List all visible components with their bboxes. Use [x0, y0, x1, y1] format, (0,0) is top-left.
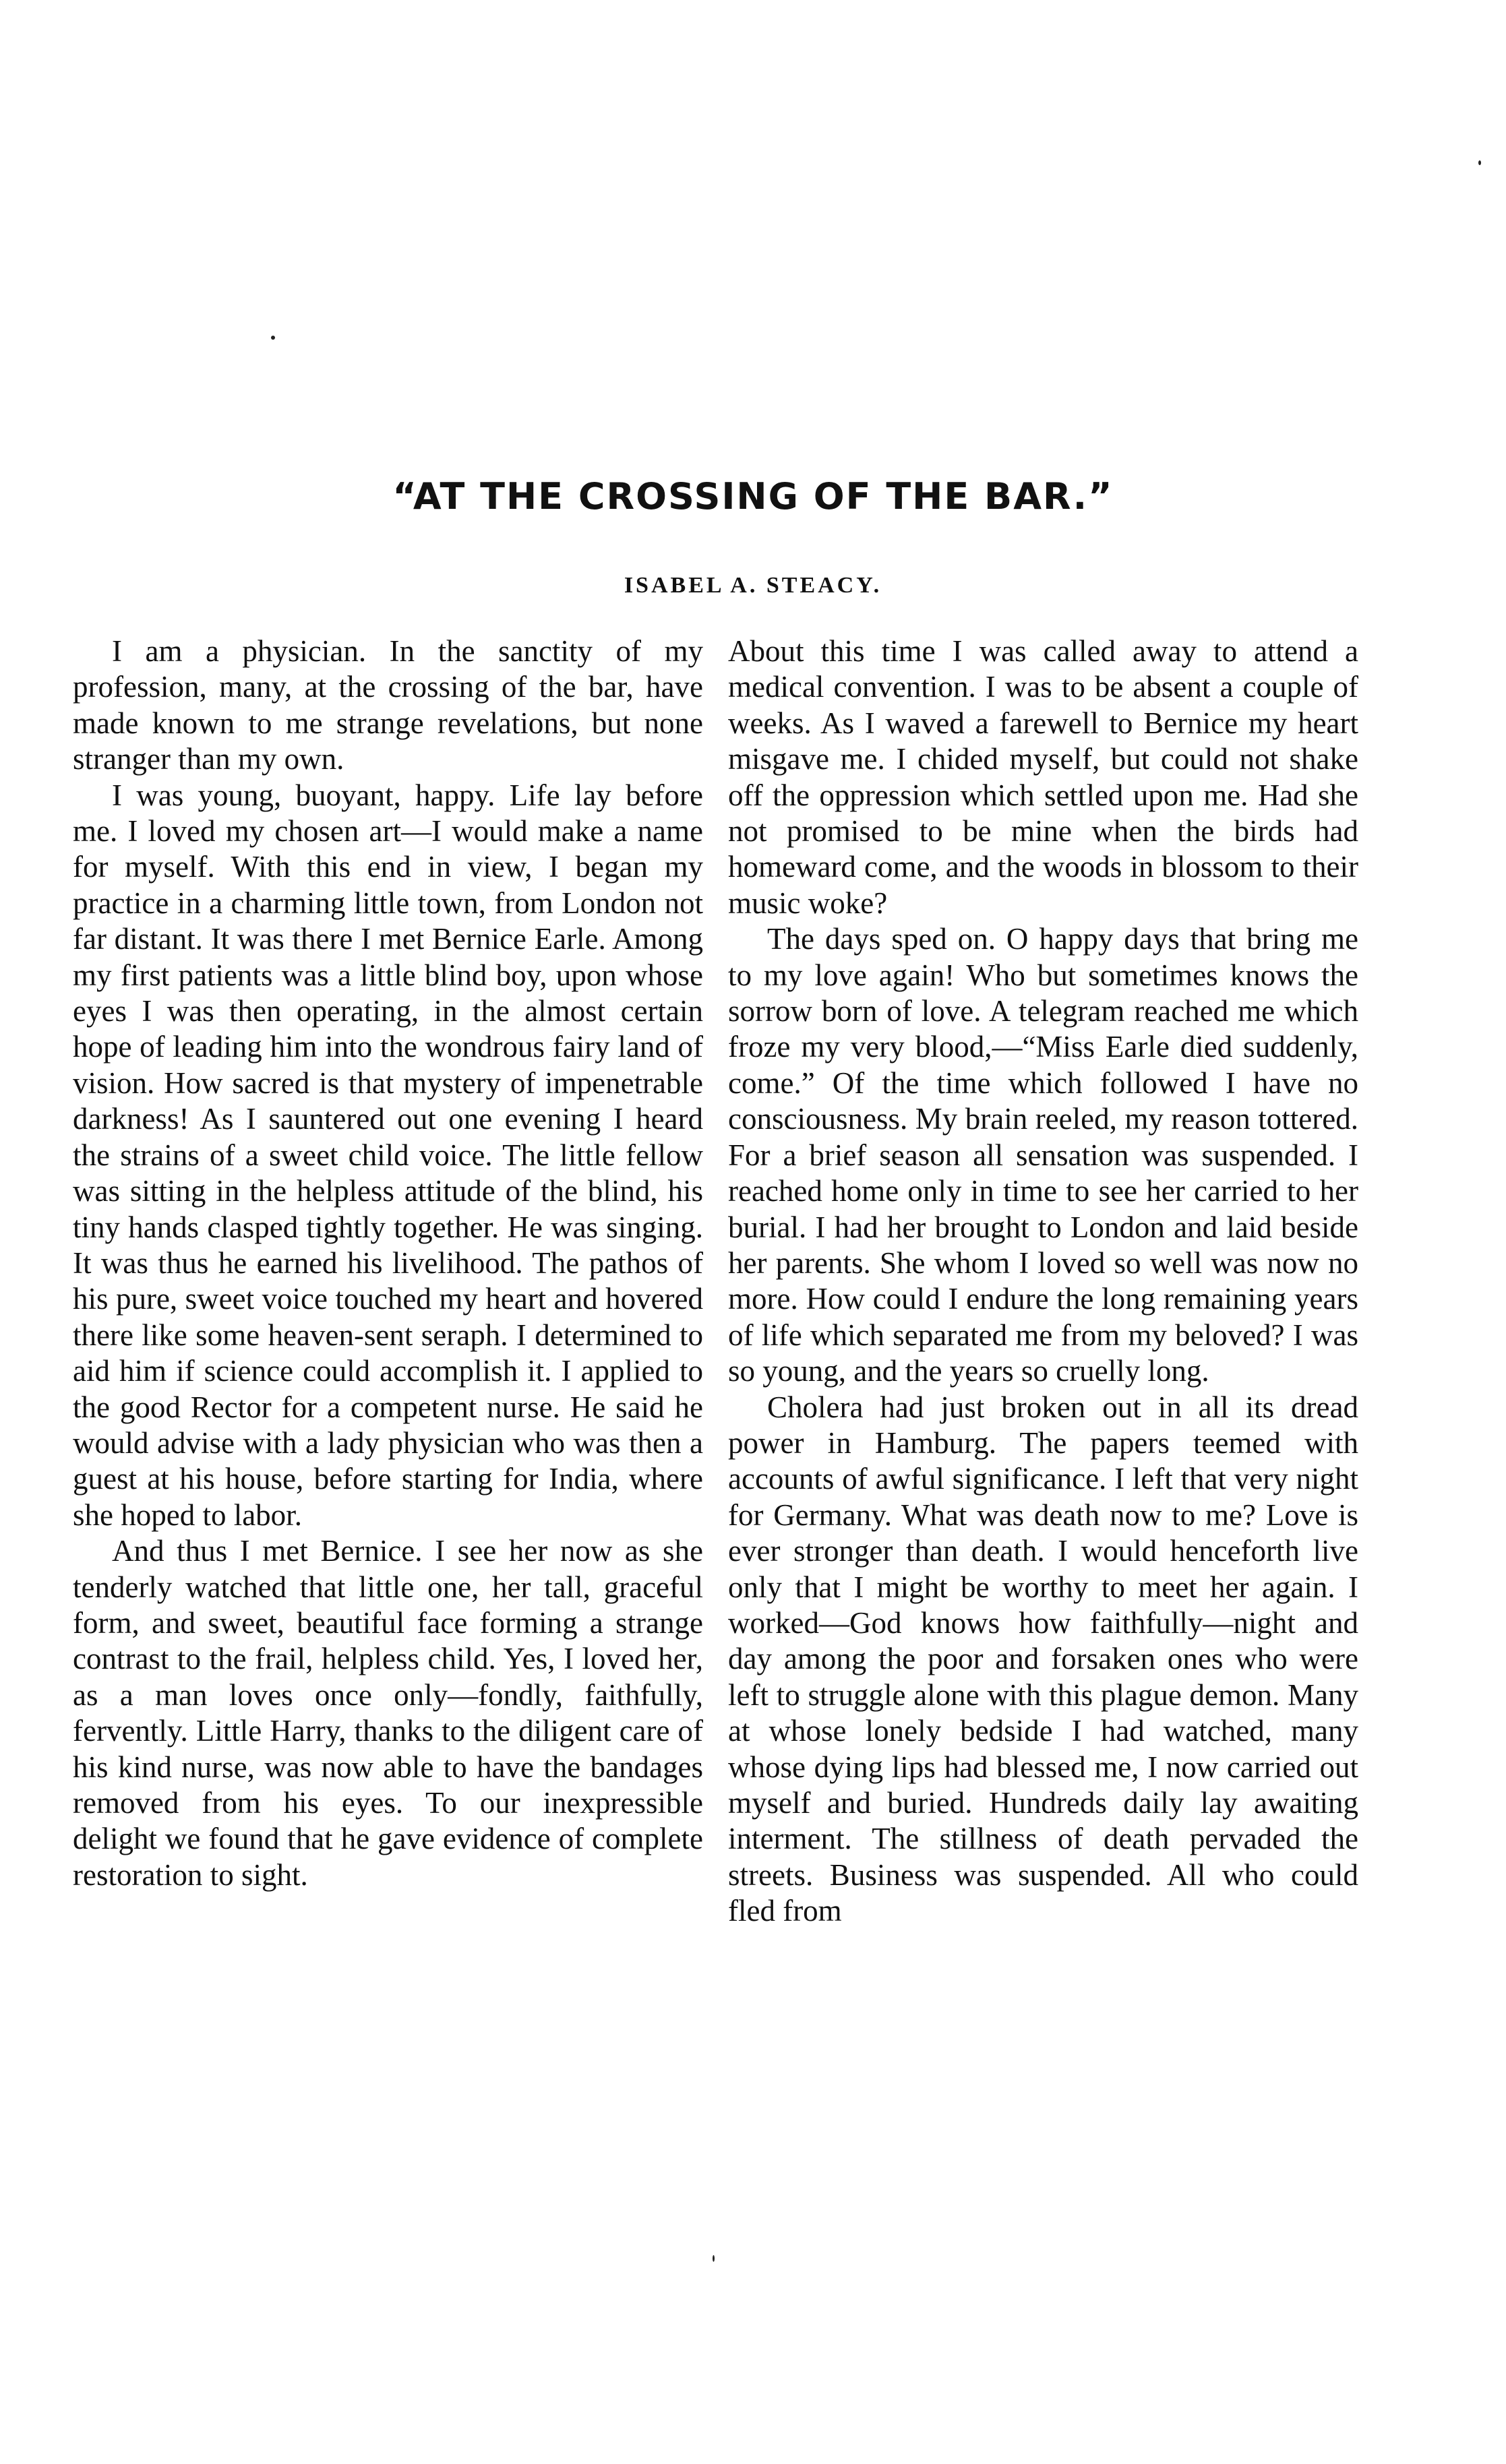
print-speck [1478, 160, 1481, 165]
paragraph: I am a physician. In the sanctity of my profession, many, at the crossing of the bar, have made known to me strange revelations, but none stranger than my own. [73, 634, 703, 776]
text-column-left [73, 634, 703, 1893]
article-title: “AT THE CROSSING OF THE BAR.” [392, 475, 1114, 518]
paragraph: Cholera had just broken out in all its dread power in Hamburg. The papers teemed with accounts of awful significance. I left that very night for Germany. What was death now to me? Love is ever stronger than death. I would henceforth live only that I might be worthy to meet her again. I worked—God knows how faithfully—night and day among the poor and forsaken ones who were left to struggle alone with this plague demon. Many at whose lonely bedside I had watched, many whose dying lips had blessed me, I now carried out myself and buried. Hundreds daily lay awaiting interment. The stillness of death pervaded the streets. Business was suspended. All who could fled from [728, 1390, 1358, 1928]
print-speck [713, 2255, 715, 2262]
paragraph: And thus I met Bernice. I see her now as she tenderly watched that little one, her tall, graceful form, and sweet, beautiful face forming a strange contrast to the frail, helpless child. Yes, I loved her, as a man loves once only—fondly, faithfully, fervently. Little Harry, thanks to the diligent care of his kind nurse, was now able to have the bandages removed from his eyes. To our inexpressible delight we found that he gave evidence of complete restoration to sight. [73, 1534, 703, 1892]
paragraph: I was young, buoyant, happy. Life lay before me. I loved my chosen art—I would make a name for myself. With this end in view, I began my practice in a charming little town, from London not far distant. It was there I met Bernice Earle. Among my first patients was a little blind boy, upon whose eyes I was then operating, in the almost certain hope of leading him into the wondrous fairy land of vision. How sacred is that mystery of impenetrable darkness! As I sauntered out one evening I heard the strains of a sweet child voice. The little fellow was sitting in the helpless attitude of the blind, his tiny hands clasped tightly together. He was singing. It was thus he earned his livelihood. The pathos of his pure, sweet voice touched my heart and hovered there like some heaven-sent seraph. I determined to aid him if science could accomplish it. I applied to the good Rector for a competent nurse. He said he would advise with a lady physician who was then a guest at his house, before starting for India, where she hoped to labor. [73, 778, 703, 1532]
paragraph: The days sped on. O happy days that bring me to my love again! Who but sometimes knows the sorrow born of love. A telegram reached me which froze my very blood,—“Miss Earle died suddenly, come.” Of the time which followed I have no consciousness. My brain reeled, my reason tottered. For a brief season all sensation was suspended. I reached home only in time to see her carried to her burial. I had her brought to London and laid beside her parents. She whom I loved so well was now no more. How could I endure the long remaining years of life which separated me from my beloved? I was so young, and the years so cruelly long. [728, 922, 1358, 1388]
print-speck [271, 336, 275, 340]
paragraph: About this time I was called away to attend a medical convention. I was to be absent a couple of weeks. As I waved a farewell to Bernice my heart misgave me. I chided myself, but could not shake off the oppression which settled upon me. Had she not promised to be mine when the birds had homeward come, and the woods in blossom to their music woke? [728, 634, 1358, 920]
text-column-right [728, 634, 1358, 1930]
article-author: ISABEL A. STEACY. [624, 573, 882, 598]
